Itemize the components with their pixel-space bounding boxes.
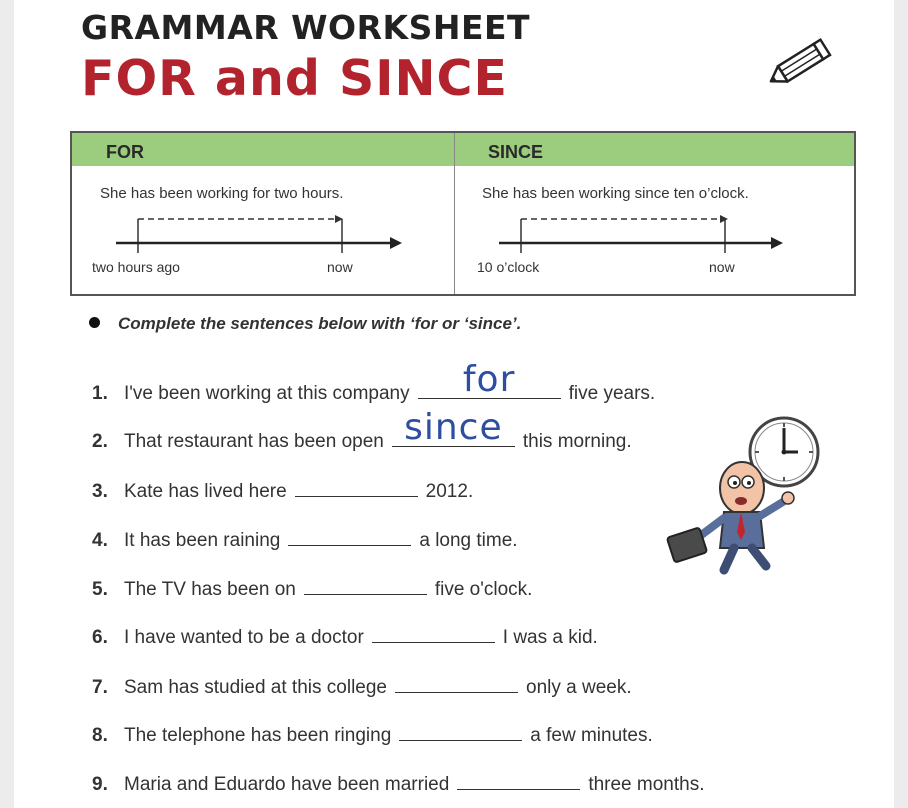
- exercise-sentence-start: That restaurant has been open: [124, 431, 384, 452]
- exercise-sentence-start: The TV has been on: [124, 579, 296, 600]
- for-column: [72, 133, 455, 294]
- since-timeline-end-label: now: [709, 259, 735, 275]
- exercise-sentence-end: I was a kid.: [502, 627, 598, 648]
- handwritten-answer: for: [462, 359, 516, 400]
- for-timeline-end-label: now: [327, 259, 353, 275]
- exercise-sentence-end: three months.: [588, 774, 705, 795]
- exercise-number: 9.: [92, 774, 108, 795]
- for-since-comparison-table: [70, 131, 856, 296]
- exercise-item: [92, 527, 518, 551]
- since-column-heading: SINCE: [455, 133, 854, 166]
- worksheet-page: [14, 0, 894, 808]
- exercise-sentence-start: Sam has studied at this college: [124, 677, 387, 698]
- answer-blank[interactable]: [457, 771, 580, 790]
- exercise-item: [92, 674, 632, 698]
- late-businessman-clock-illustration: [664, 408, 824, 578]
- exercise-number: 4.: [92, 530, 108, 551]
- exercise-sentence-end: a long time.: [419, 530, 518, 551]
- exercise-item: [92, 576, 532, 600]
- exercise-sentence-start: The telephone has been ringing: [124, 725, 392, 746]
- since-timeline-start-label: 10 o’clock: [477, 259, 540, 275]
- for-timeline-start-label: two hours ago: [92, 259, 180, 275]
- for-example-sentence: She has been working for two hours.: [100, 185, 344, 202]
- exercise-sentence-start: I've been working at this company: [124, 383, 410, 404]
- exercise-item: [92, 359, 656, 404]
- exercise-item: [92, 407, 632, 452]
- exercise-sentence-start: It has been raining: [124, 530, 281, 551]
- exercise-sentence-start: Maria and Eduardo have been married: [124, 774, 450, 795]
- exercise-item: [92, 624, 598, 648]
- worksheet-title: GRAMMAR WORKSHEET: [81, 8, 531, 47]
- answer-blank[interactable]: [372, 624, 495, 643]
- bullet-icon: [89, 317, 100, 328]
- exercise-number: 5.: [92, 579, 108, 600]
- answer-blank[interactable]: [418, 359, 561, 400]
- answer-blank[interactable]: [304, 576, 427, 595]
- exercise-number: 8.: [92, 725, 108, 746]
- answer-blank[interactable]: [295, 478, 418, 497]
- exercise-number: 1.: [92, 383, 108, 404]
- exercise-sentence-start: I have wanted to be a doctor: [124, 627, 364, 648]
- worksheet-subtitle: FOR and SINCE: [81, 50, 508, 107]
- answer-blank[interactable]: [399, 722, 522, 741]
- exercise-sentence-end: this morning.: [522, 431, 632, 452]
- since-example-sentence: She has been working since ten o’clock.: [482, 185, 749, 202]
- exercise-sentence-start: Kate has lived here: [124, 481, 287, 502]
- exercise-sentence-end: five years.: [568, 383, 656, 404]
- instruction-line: [89, 314, 521, 334]
- exercise-number: 3.: [92, 481, 108, 502]
- pencil-icon: [766, 36, 838, 90]
- handwritten-answer: since: [404, 407, 503, 448]
- answer-blank[interactable]: [395, 674, 518, 693]
- exercise-item: [92, 722, 653, 746]
- answer-blank[interactable]: [392, 407, 515, 448]
- since-column: [455, 133, 854, 294]
- exercise-sentence-end: only a week.: [526, 677, 632, 698]
- exercise-number: 7.: [92, 677, 108, 698]
- exercise-number: 2.: [92, 431, 108, 452]
- answer-blank[interactable]: [288, 527, 411, 546]
- exercise-sentence-end: a few minutes.: [530, 725, 653, 746]
- exercise-sentence-end: 2012.: [425, 481, 474, 502]
- for-column-heading: FOR: [72, 133, 454, 166]
- exercise-item: [92, 478, 473, 502]
- exercise-number: 6.: [92, 627, 108, 648]
- exercise-sentence-end: five o'clock.: [434, 579, 533, 600]
- exercise-item: [92, 771, 704, 795]
- instruction-text: Complete the sentences below with ‘for or ‘since’.: [118, 314, 522, 333]
